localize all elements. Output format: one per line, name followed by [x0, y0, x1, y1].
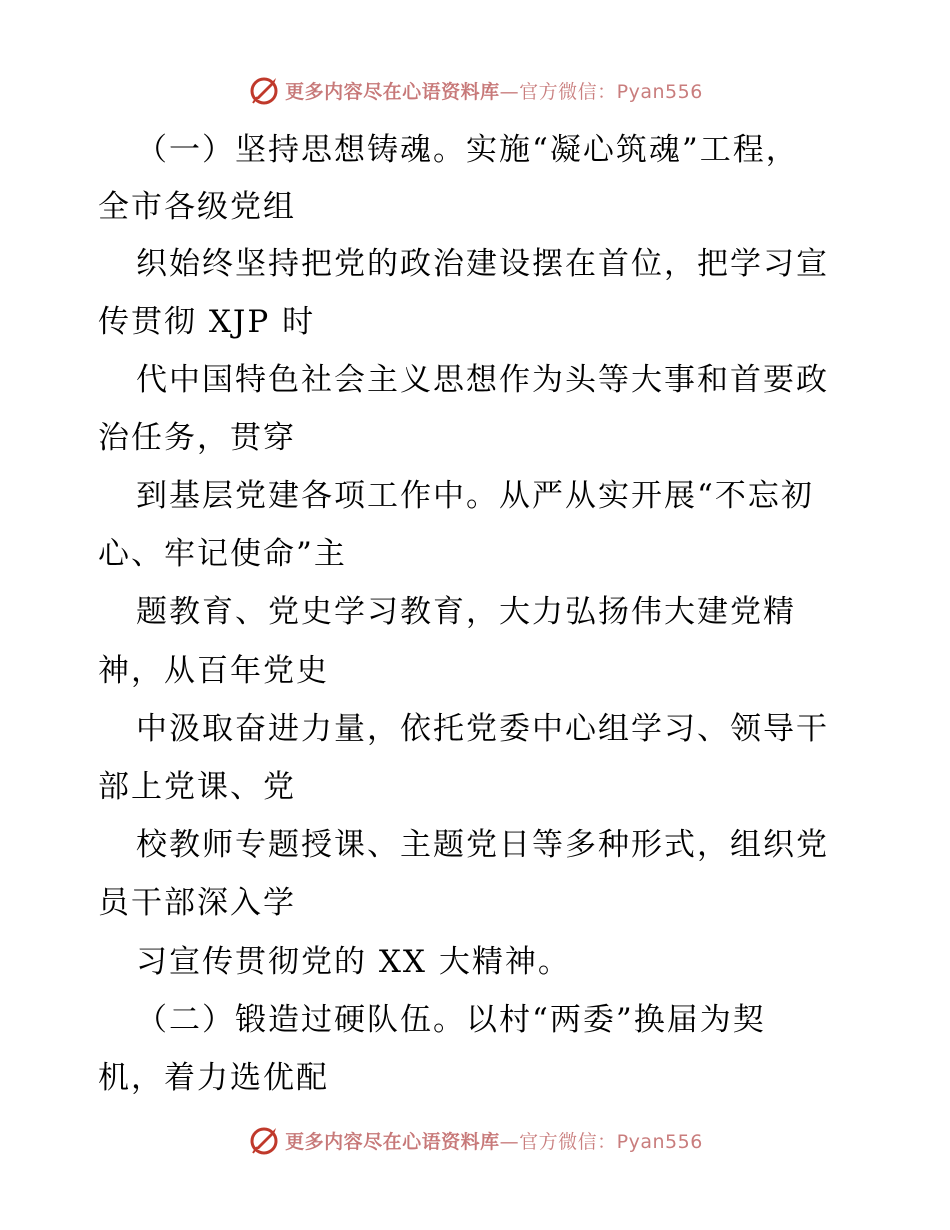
text-line: 心、牢记使命”主	[98, 536, 347, 572]
text-line: 织始终坚持把党的政治建设摆在首位，把学习宣	[136, 246, 829, 282]
text-line: 员干部深入学	[98, 885, 296, 921]
quill-logo-icon	[247, 1123, 281, 1157]
text-line: 代中国特色社会主义思想作为头等大事和首要政	[136, 362, 829, 398]
text-line: （二）锻造过硬队伍。以村“两委”换届为契	[136, 1002, 766, 1038]
text-line: 机，着力选优配	[98, 1060, 329, 1096]
text-line: 全市各级党组	[98, 189, 296, 225]
text-line: 习宣传贯彻党的 XX 大精神。	[136, 944, 571, 980]
watermark-text: 更多内容尽在心语资料库—官方微信：Pyan556	[285, 80, 703, 103]
text-line: （一）坚持思想铸魂。实施“凝心筑魂”工程，	[136, 132, 799, 168]
text-line: 治任务，贯穿	[98, 420, 296, 456]
watermark-text: 更多内容尽在心语资料库—官方微信：Pyan556	[285, 1130, 703, 1153]
text-line: 传贯彻 XJP 时	[98, 304, 316, 340]
text-line: 中汲取奋进力量，依托党委中心组学习、领导干	[136, 711, 829, 747]
footer-watermark	[0, 1120, 950, 1160]
text-line: 题教育、党史学习教育，大力弘扬伟大建党精	[136, 594, 796, 630]
text-line: 部上党课、党	[98, 769, 296, 805]
text-line: 校教师专题授课、主题党日等多种形式，组织党	[136, 827, 829, 863]
text-line: 到基层党建各项工作中。从严从实开展“不忘初	[136, 478, 814, 514]
text-line: 神，从百年党史	[98, 653, 329, 689]
